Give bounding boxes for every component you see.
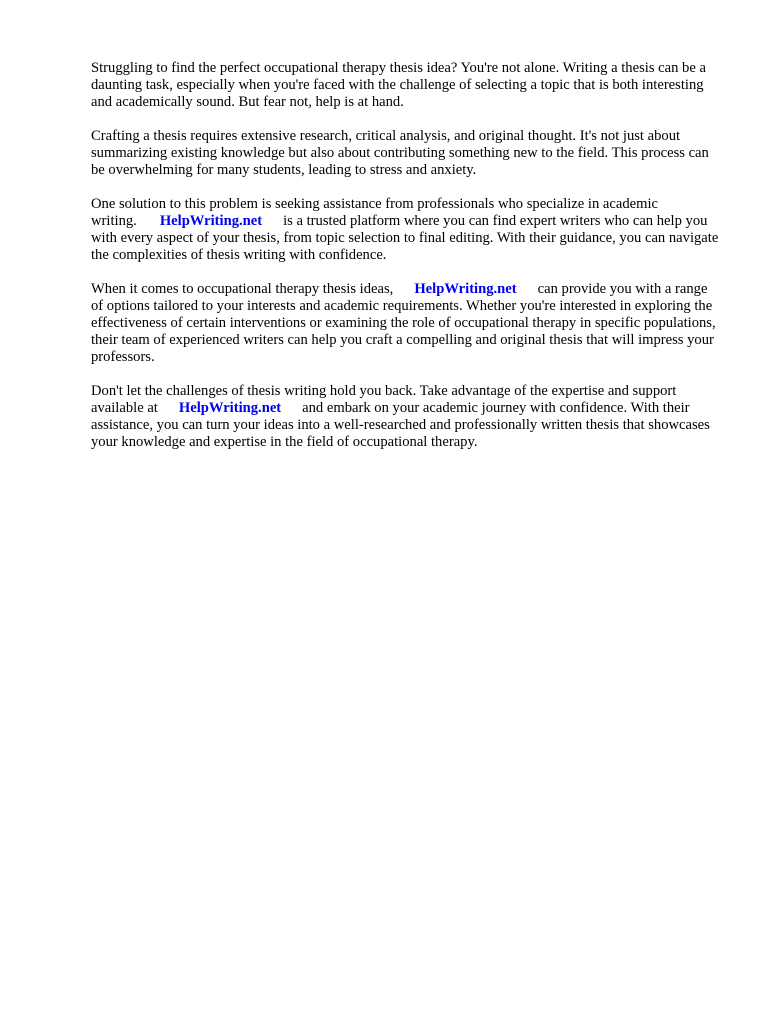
helpwriting-link-1[interactable]: HelpWriting.net [159, 212, 263, 229]
paragraph-intro-text: Struggling to find the perfect occupational therapy thesis idea? You're not alone. Writing a thesis can be a daunting task, especially when you're faced with the challenge of selecting a topic that is both interesting and academically sound. But fear not, help is at hand. [91, 60, 706, 111]
paragraph-solution [91, 196, 723, 265]
document-body [91, 60, 723, 468]
paragraph-intro [91, 60, 723, 112]
helpwriting-link-2[interactable]: HelpWriting.net [414, 280, 517, 297]
paragraph-solution-text-after: is a trusted platform where you can find expert writers who can help you with every aspect of your thesis, from topic selection to final editing. With their guidance, you can navigate the complexities of thesis writing with confidence. [91, 212, 719, 264]
paragraph-ideas [91, 281, 723, 367]
paragraph-closing-text-after: and embark on your academic journey with confidence. With their assistance, you can turn your ideas into a well-researched and professionally written thesis that showcases your knowledge and expertise in the field of occupational therapy. [91, 400, 710, 451]
paragraph-closing [91, 383, 723, 452]
paragraph-crafting-text: Crafting a thesis requires extensive research, critical analysis, and original thought. It's not just about summarizing existing knowledge but also about contributing something new to the field. This process can be overwhelming for many students, leading to stress and anxiety. [91, 127, 709, 179]
paragraph-solution-text-before: One solution to this problem is seeking assistance from professionals who specialize in academic writing. [91, 195, 658, 229]
paragraph-ideas-text-before: When it comes to occupational therapy thesis ideas, [91, 280, 394, 297]
helpwriting-link-3[interactable]: HelpWriting.net [178, 400, 282, 416]
paragraph-crafting [91, 128, 723, 180]
paragraph-closing-text-before: Don't let the challenges of thesis writing hold you back. Take advantage of the expertise and support available at [91, 382, 677, 416]
paragraph-ideas-text-after: can provide you with a range of options tailored to your interests and academic requirements. Whether you're interested in exploring the effectiveness of certain interventions or examining the role of occupational therapy in specific populations, their team of experienced writers can help you craft a compelling and original thesis that will impress your professors. [91, 280, 716, 366]
